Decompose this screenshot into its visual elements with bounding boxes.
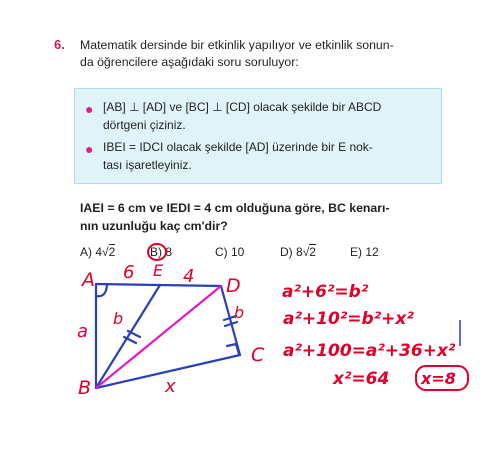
question-number: 6. [54, 37, 65, 52]
length-be: b [113, 309, 124, 328]
answer-text: x=8 [421, 369, 456, 388]
equation-4: x²=64 [333, 369, 390, 389]
info-item-2-line-1: IBEI = IDCI olacak şekilde [AD] üzerinde bir E nok- [103, 140, 373, 154]
option-value: 10 [231, 245, 245, 259]
option-value: 4 [95, 245, 103, 259]
label-a: A [82, 269, 95, 291]
length-bc: x [165, 376, 176, 397]
info-item-1-line-2: dörtgeni çiziniz. [103, 118, 186, 132]
label-e: E [153, 261, 164, 280]
answer-circle [148, 244, 166, 260]
option-radicand: 2 [309, 245, 316, 259]
length-ab: a [77, 321, 89, 342]
option-radicand: 2 [108, 245, 116, 259]
sqrt-icon: √ [102, 245, 109, 259]
given-line-1: IAEI = 6 cm ve IEDI = 4 cm olduğuna göre, BC kenarı- [80, 201, 390, 215]
info-item-1-line-1: [AB] ⊥ [AD] ve [BC] ⊥ [CD] olacak şekilde bir ABCD [103, 100, 382, 114]
equation-1: a²+6²=b² [282, 282, 369, 302]
option-letter: E) [350, 245, 366, 259]
equation-2: a²+10²=b²+x² [283, 309, 414, 329]
right-angle-c-icon [227, 344, 239, 354]
option-value: 8 [165, 245, 173, 259]
length-ae: 6 [123, 262, 135, 283]
segment-be [96, 285, 160, 388]
given-line-2: nın uzunluğu kaç cm'dir? [80, 219, 228, 233]
equation-3: a²+100=a²+36+x² [283, 341, 456, 361]
option-value: 12 [365, 245, 379, 259]
label-d: D [226, 275, 241, 297]
option-letter: B) [150, 245, 166, 259]
info-item-2-line-2: tası işaretleyiniz. [103, 158, 192, 172]
label-c: C [251, 344, 265, 366]
length-dc: b [234, 303, 245, 322]
tick-be-icon [124, 331, 140, 343]
option-letter: A) [80, 245, 96, 259]
option-letter: D) [280, 245, 296, 259]
option-value: 8 [296, 245, 303, 259]
sqrt-icon: √ [302, 245, 310, 259]
option-letter: C) [215, 245, 231, 259]
bullet-icon: ● [85, 141, 94, 157]
stem-line-1: Matematik dersinde bir etkinlik yapılıyor ve etkinlik sonun- [80, 38, 394, 52]
bullet-icon: ● [85, 101, 94, 117]
right-angle-a-icon [96, 285, 107, 296]
length-ed: 4 [183, 266, 195, 287]
label-b: B [78, 377, 92, 399]
stem-line-2: da öğrencilere aşağıdaki soru soruluyor: [80, 55, 299, 69]
